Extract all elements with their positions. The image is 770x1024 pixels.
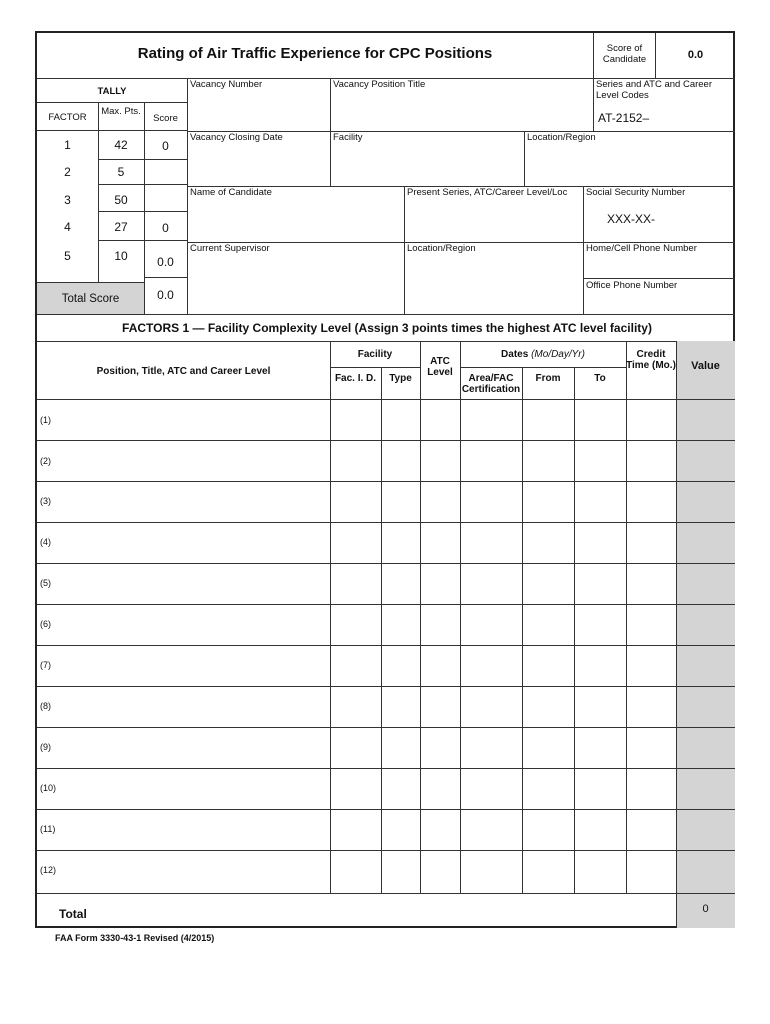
table-row[interactable]: (3) xyxy=(40,496,51,506)
table-row[interactable]: (4) xyxy=(40,537,51,547)
col-type-header: Type xyxy=(389,373,412,384)
table-row[interactable]: (12) xyxy=(40,865,57,875)
total-score-label: Total Score xyxy=(61,293,120,305)
col-to-header: To xyxy=(594,373,606,384)
col-atc-header: ATC Level xyxy=(427,356,453,378)
form-container xyxy=(35,31,735,928)
tally-score-header: Score xyxy=(153,113,178,124)
tally-max: 5 xyxy=(117,165,125,179)
tally-factor: 1 xyxy=(64,138,71,152)
facility-label: Facility xyxy=(333,132,363,143)
table-row[interactable]: (7) xyxy=(40,660,51,670)
score-label: Score of Candidate xyxy=(602,43,647,65)
tally-score: 0 xyxy=(162,139,169,153)
table-total-value: 0 xyxy=(702,903,709,915)
value-column xyxy=(676,341,735,928)
col-position-header: Position, Title, ATC and Career Level xyxy=(96,366,271,377)
table-row[interactable]: (11) xyxy=(40,824,56,834)
table-row[interactable]: (9) xyxy=(40,742,51,752)
tally-score: 0.0 xyxy=(157,255,174,269)
name-of-candidate-label: Name of Candidate xyxy=(190,187,272,198)
tally-max: 10 xyxy=(114,249,128,263)
col-value-header: Value xyxy=(691,360,720,372)
col-fac-id-header: Fac. I. D. xyxy=(334,373,377,384)
office-phone-label: Office Phone Number xyxy=(586,280,678,291)
tally-score: 0 xyxy=(162,221,169,235)
table-row[interactable]: (6) xyxy=(40,619,51,629)
table-total-label: Total xyxy=(59,907,87,921)
col-from-header: From xyxy=(535,373,561,384)
ssn-value[interactable]: XXX-XX- xyxy=(607,212,656,226)
table-row[interactable]: (2) xyxy=(40,456,51,466)
tally-factor: 3 xyxy=(64,193,71,207)
series-value[interactable]: AT-2152– xyxy=(598,111,650,125)
series-codes-label: Series and ATC and Career Level Codes xyxy=(596,79,712,101)
vacancy-position-title-label: Vacancy Position Title xyxy=(333,79,426,90)
factor-heading: FACTORS 1 — Facility Complexity Level (Assign 3 points times the highest ATC level facility) xyxy=(122,321,652,335)
tally-factor-header: FACTOR xyxy=(48,112,87,123)
col-area-header: Area/FAC Certification xyxy=(461,373,521,395)
vacancy-closing-date-label: Vacancy Closing Date xyxy=(190,132,283,143)
total-score-cell xyxy=(37,282,144,314)
form-title: Rating of Air Traffic Experience for CPC Positions xyxy=(137,45,493,62)
home-phone-label: Home/Cell Phone Number xyxy=(586,243,697,254)
col-dates-header xyxy=(460,349,626,360)
score-value: 0.0 xyxy=(655,33,735,78)
score-label-cell xyxy=(593,33,655,78)
form-footer: FAA Form 3330-43-1 Revised (4/2015) xyxy=(55,933,215,943)
tally-max: 50 xyxy=(114,193,128,207)
location-region-2-label: Location/Region xyxy=(407,243,476,254)
table-row[interactable]: (1) xyxy=(40,415,51,425)
tally-factor: 4 xyxy=(64,220,71,234)
col-facility-header: Facility xyxy=(357,349,393,360)
col-dates-format: (Mo/Day/Yr) xyxy=(531,349,585,360)
col-dates-label: Dates xyxy=(501,349,529,360)
tally-title: TALLY xyxy=(97,86,127,97)
tally-max: 42 xyxy=(114,138,128,152)
col-credit-header: Credit Time (Mo.) xyxy=(626,349,676,371)
table-row[interactable]: (8) xyxy=(40,701,51,711)
tally-factor: 5 xyxy=(64,249,71,263)
current-supervisor-label: Current Supervisor xyxy=(190,243,270,254)
tally-max: 27 xyxy=(114,220,128,234)
location-region-label: Location/Region xyxy=(527,132,596,143)
ssn-label: Social Security Number xyxy=(586,187,686,198)
tally-max-header: Max. Pts. xyxy=(101,106,141,117)
table-row[interactable]: (10) xyxy=(40,783,57,793)
present-series-label: Present Series, ATC/Career Level/Loc xyxy=(407,187,568,198)
table-row[interactable]: (5) xyxy=(40,578,51,588)
vacancy-number-label: Vacancy Number xyxy=(190,79,263,90)
total-score-value: 0.0 xyxy=(157,288,174,302)
tally-factor: 2 xyxy=(64,165,71,179)
